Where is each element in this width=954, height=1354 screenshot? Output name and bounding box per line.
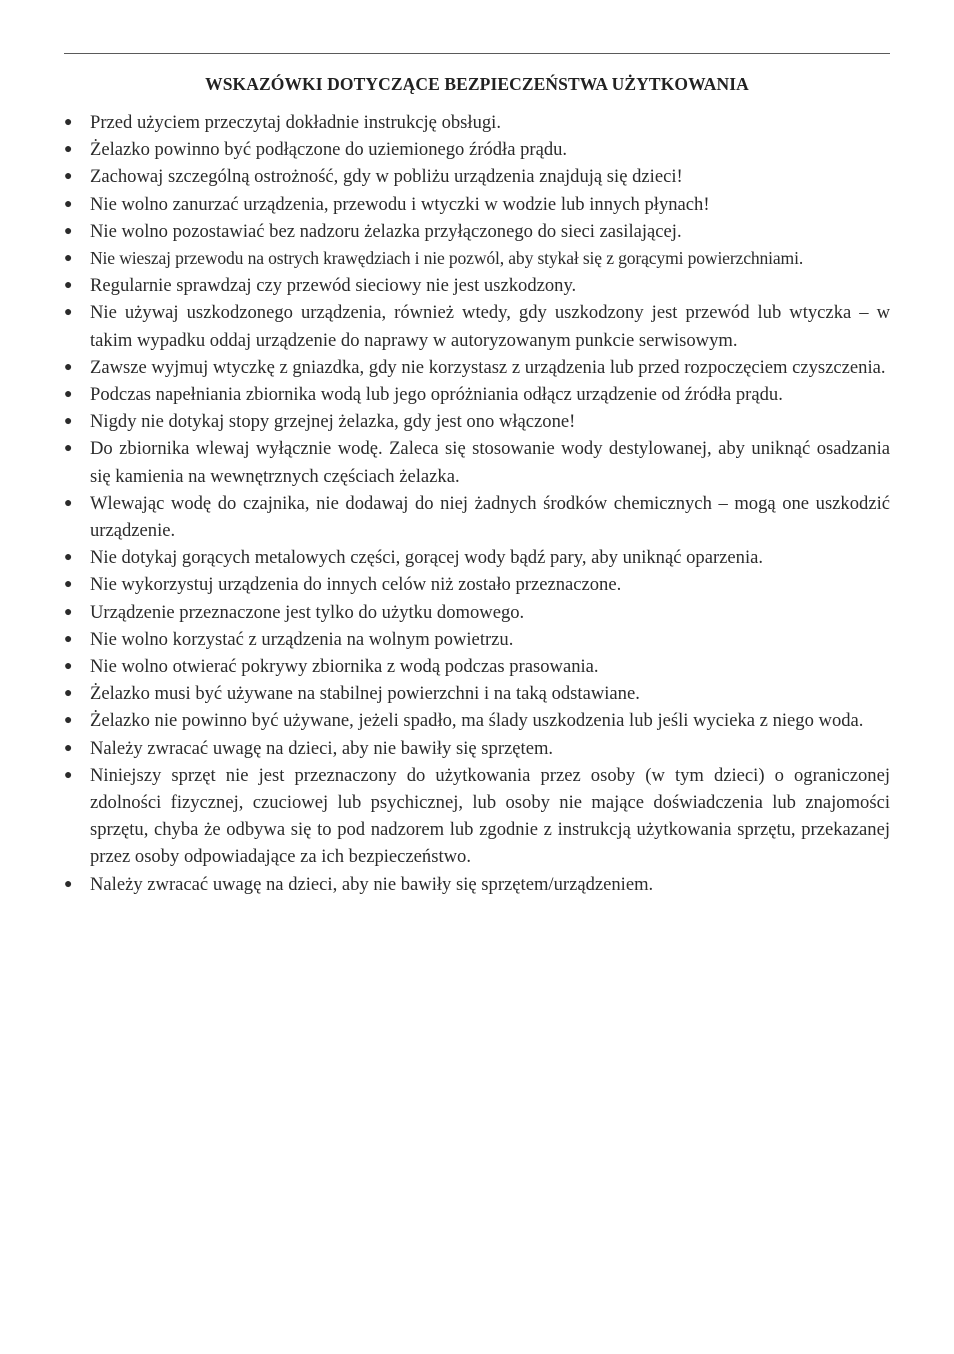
bullet-icon: ● — [64, 196, 73, 212]
list-item-text: Nie wykorzystuj urządzenia do innych celów niż zostało przeznaczone. — [90, 574, 622, 596]
list-item — [64, 599, 890, 626]
list-item — [64, 680, 890, 707]
list-item-text: Żelazko powinno być podłączone do uziemionego źródła prądu. — [90, 139, 568, 161]
list-item-text: Do zbiornika wlewaj wyłącznie wodę. Zaleca się stosowanie wody destylowanej, aby uniknąć osadzania się kamienia na wewnętrznych częściach żelazka. — [90, 438, 890, 487]
list-item — [64, 109, 890, 136]
list-item-text: Wlewając wodę do czajnika, nie dodawaj do niej żadnych środków chemicznych – mogą one uszkodzić urządzenie. — [90, 492, 890, 542]
bullet-icon: ● — [64, 278, 73, 294]
list-item-text: Niniejszy sprzęt nie jest przeznaczony do użytkowania przez osoby (w tym dzieci) o ograniczonej zdolności fizycznej, czuciowej lub psychicznej, lub osoby nie mające doświadczenia lub znajomości sprzętu, chyba że odbywa się to pod nadzorem lub zgodnie z instrukcją użytkowania sprzętu, przekazanej przez osoby odpowiadające za ich bezpieczeństwo. — [90, 764, 890, 868]
bullet-icon: ● — [64, 631, 73, 647]
list-item-text: Nie wolno korzystać z urządzenia na wolnym powietrzu. — [90, 628, 514, 650]
bullet-icon: ● — [64, 577, 73, 593]
list-item — [64, 218, 890, 245]
page-title: WSKAZÓWKI DOTYCZĄCE BEZPIECZEŃSTWA UŻYTKOWANIA — [205, 74, 749, 94]
list-item-text: Żelazko nie powinno być używane, jeżeli spadło, ma ślady uszkodzenia lub jeśli wycieka z niego woda. — [90, 710, 864, 732]
bullet-icon: ● — [64, 115, 73, 130]
bullet-icon: ● — [64, 659, 73, 675]
list-item-text: Zachowaj szczególną ostrożność, gdy w pobliżu urządzenia znajdują się dzieci! — [90, 166, 683, 188]
list-item — [64, 871, 890, 898]
list-item — [64, 544, 890, 571]
list-item — [64, 762, 890, 871]
bullet-icon: ● — [64, 740, 73, 756]
list-item — [64, 626, 890, 653]
list-item — [64, 571, 890, 598]
bullet-icon: ● — [64, 441, 73, 457]
bullet-icon: ● — [64, 414, 73, 430]
bullet-icon: ● — [64, 550, 73, 566]
list-item — [64, 408, 890, 435]
list-item — [64, 163, 890, 190]
list-item-text: Nie wolno pozostawiać bez nadzoru żelazka przyłączonego do sieci zasilającej. — [90, 220, 682, 242]
bullet-icon: ● — [64, 767, 73, 783]
list-item-text: Urządzenie przeznaczone jest tylko do użytku domowego. — [90, 601, 525, 623]
list-item-text: Przed użyciem przeczytaj dokładnie instrukcję obsługi. — [90, 112, 501, 133]
bullet-icon: ● — [64, 359, 73, 375]
top-rule — [64, 53, 890, 54]
document-page — [64, 53, 890, 898]
bullet-icon: ● — [64, 142, 73, 158]
list-item — [64, 272, 890, 299]
bullet-icon: ● — [64, 713, 73, 729]
list-item — [64, 707, 890, 734]
list-item — [64, 381, 890, 408]
list-item — [64, 245, 890, 272]
list-item-text: Nigdy nie dotykaj stopy grzejnej żelazka, gdy jest ono włączone! — [90, 411, 576, 433]
list-item-text: Należy zwracać uwagę na dzieci, aby nie bawiły się sprzętem/urządzeniem. — [90, 873, 654, 895]
list-item — [64, 191, 890, 218]
list-item-text: Nie używaj uszkodzonego urządzenia, również wtedy, gdy uszkodzony jest przewód lub wtyczka – w takim wypadku oddaj urządzenie do naprawy w autoryzowanym punkcie serwisowym. — [90, 302, 890, 351]
list-item — [64, 299, 890, 353]
bullet-icon: ● — [64, 251, 73, 267]
list-item-text: Podczas napełniania zbiornika wodą lub jego opróżniania odłącz urządzenie od źródła prądu. — [90, 384, 783, 406]
list-item — [64, 435, 890, 489]
safety-list — [64, 109, 890, 898]
list-item-text: Zawsze wyjmuj wtyczkę z gniazdka, gdy nie korzystasz z urządzenia lub przed rozpoczęciem czyszczenia. — [90, 356, 886, 378]
bullet-icon: ● — [64, 604, 73, 620]
list-item — [64, 735, 890, 762]
bullet-icon: ● — [64, 876, 73, 892]
list-item-text: Nie wieszaj przewodu na ostrych krawędziach i nie pozwól, aby stykał się z gorącymi powierzchniami. — [90, 248, 804, 269]
bullet-icon: ● — [64, 495, 73, 511]
list-item-text: Nie dotykaj gorących metalowych części, gorącej wody bądź pary, aby uniknąć oparzenia. — [90, 547, 764, 569]
list-item — [64, 354, 890, 381]
list-item-text: Regularnie sprawdzaj czy przewód sieciowy nie jest uszkodzony. — [90, 275, 577, 297]
list-item-text: Należy zwracać uwagę na dzieci, aby nie bawiły się sprzętem. — [90, 737, 554, 759]
list-item-text: Nie wolno otwierać pokrywy zbiornika z wodą podczas prasowania. — [90, 656, 599, 678]
list-item — [64, 490, 890, 544]
bullet-icon: ● — [64, 686, 73, 702]
bullet-icon: ● — [64, 223, 73, 239]
bullet-icon: ● — [64, 169, 73, 185]
list-item-text: Nie wolno zanurzać urządzenia, przewodu i wtyczki w wodzie lub innych płynach! — [90, 193, 710, 215]
bullet-icon: ● — [64, 305, 73, 321]
list-item — [64, 136, 890, 163]
bullet-icon: ● — [64, 387, 73, 403]
list-item-text: Żelazko musi być używane na stabilnej powierzchni i na taką odstawiane. — [90, 683, 640, 705]
list-item — [64, 653, 890, 680]
